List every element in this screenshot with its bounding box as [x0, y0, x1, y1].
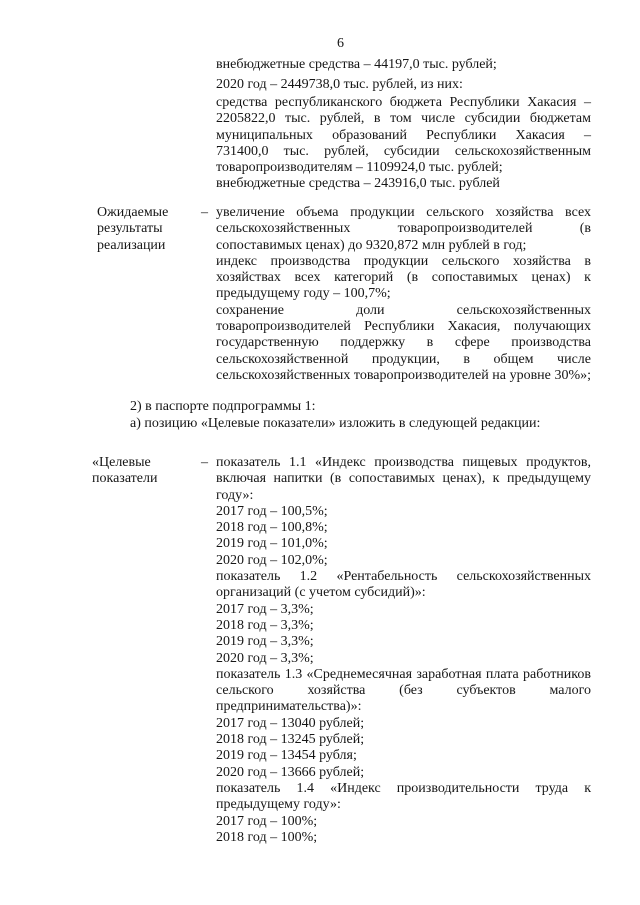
indicator-title-line: показатель 1.4 «Индекс производительности труда к — [216, 780, 591, 796]
expected-results-content — [216, 205, 591, 384]
label-line: «Целевые — [92, 455, 151, 470]
funding-line: внебюджетные средства – 44197,0 тыс. рублей; — [216, 57, 497, 72]
indicator-value-line: 2019 год – 101,0%; — [216, 536, 328, 552]
row-dash: – — [201, 205, 208, 220]
indicator-title-line: предыдущему году»: — [216, 797, 341, 813]
funding-paragraph — [216, 57, 591, 73]
expected-result-line: сельскохозяйственных товаропроизводителей на уровне 30%»; — [216, 367, 591, 383]
funding-line: 2020 год – 2449738,0 тыс. рублей, из них: — [216, 76, 463, 92]
funding-continuation — [216, 57, 591, 193]
indicator-value-line: 2019 год – 3,3%; — [216, 634, 314, 650]
indicator-value-line: 2018 год – 100,8%; — [216, 520, 328, 536]
funding-paragraph — [216, 77, 591, 93]
expected-result-item — [216, 205, 591, 254]
funding-paragraph — [216, 176, 591, 192]
funding-line: муниципальных образований Республики Хакасия – — [216, 127, 591, 143]
target-indicators-content — [216, 455, 591, 846]
expected-result-line: сельскохозяйственной продукции, в общем числе — [216, 351, 591, 367]
expected-results-label — [97, 205, 168, 254]
indicator-title-line: предпринимательства)»: — [216, 699, 362, 715]
indicator-title-line: организаций (с учетом субсидий)»: — [216, 585, 426, 601]
indicator-item — [216, 569, 591, 667]
indicator-value-line: 2020 год – 3,3%; — [216, 650, 314, 666]
funding-paragraph — [216, 95, 591, 176]
expected-result-line: сохранение доли сельскохозяйственных — [216, 302, 591, 318]
expected-result-line: товаропроизводителей Республики Хакасия, получающих — [216, 319, 591, 335]
label-line: Ожидаемые — [97, 205, 169, 220]
label-line: реализации — [97, 237, 166, 253]
amendment-item-2: 2) в паспорте подпрограммы 1: — [130, 399, 316, 414]
indicator-value-line: 2018 год – 3,3%; — [216, 617, 314, 633]
expected-result-line: сопоставимых ценах) до 9320,872 млн рублей в год; — [216, 237, 527, 253]
funding-line: 2205822,0 тыс. рублей, в том числе субсидии бюджетам — [216, 111, 591, 127]
expected-result-line: увеличение объема продукции сельского хозяйства всех — [216, 205, 591, 220]
indicator-value-line: 2018 год – 100%; — [216, 829, 318, 845]
indicator-value-line: 2020 год – 13666 рублей; — [216, 764, 365, 780]
indicator-value-line: 2020 год – 102,0%; — [216, 552, 328, 568]
indicator-title-line: показатель 1.2 «Рентабельность сельскохозяйственных — [216, 569, 591, 585]
indicator-title-line: включая напитки (в сопоставимых ценах), к предыдущему — [216, 471, 591, 487]
row-dash: – — [201, 455, 208, 470]
indicator-item — [216, 667, 591, 781]
indicator-value-line: 2019 год – 13454 рубля; — [216, 748, 357, 764]
indicator-title-line: сельского хозяйства (без субъектов малого — [216, 683, 591, 699]
expected-result-line: сельскохозяйственных товаропроизводителей (в — [216, 221, 591, 237]
funding-line: внебюджетные средства – 243916,0 тыс. рублей — [216, 176, 500, 192]
indicator-item — [216, 781, 591, 846]
expected-result-line: хозяйствах всех категорий (в сопоставимых ценах) к — [216, 270, 591, 286]
label-line: результаты — [97, 221, 163, 237]
indicator-item — [216, 455, 591, 569]
expected-result-line: государственную поддержку в сфере производства — [216, 335, 591, 351]
indicator-value-line: 2017 год – 100,5%; — [216, 503, 328, 519]
expected-result-line: индекс производства продукции сельского хозяйства в — [216, 253, 591, 269]
indicator-title-line: году»: — [216, 487, 254, 503]
target-indicators-label — [92, 455, 158, 488]
indicator-title-line: показатель 1.3 «Среднемесячная заработная плата работников — [216, 666, 591, 682]
indicator-value-line: 2018 год – 13245 рублей; — [216, 732, 365, 748]
funding-line: товаропроизводителям – 1109924,0 тыс. рублей; — [216, 160, 503, 176]
indicator-title-line: показатель 1.1 «Индекс производства пищевых продуктов, — [216, 455, 591, 470]
label-line: показатели — [92, 471, 158, 487]
expected-result-item — [216, 303, 591, 384]
amendment-item-a: а) позицию «Целевые показатели» изложить в следующей редакции: — [130, 416, 541, 431]
indicator-value-line: 2017 год – 3,3%; — [216, 601, 314, 617]
indicator-value-line: 2017 год – 100%; — [216, 813, 318, 829]
funding-line: 731400,0 тыс. рублей, субсидии сельскохозяйственным — [216, 143, 591, 159]
page-number: 6 — [337, 36, 344, 51]
expected-result-item — [216, 254, 591, 303]
expected-result-line: предыдущему году – 100,7%; — [216, 286, 391, 302]
indicator-value-line: 2017 год – 13040 рублей; — [216, 715, 365, 731]
funding-line: средства республиканского бюджета Республики Хакасия – — [216, 94, 591, 110]
